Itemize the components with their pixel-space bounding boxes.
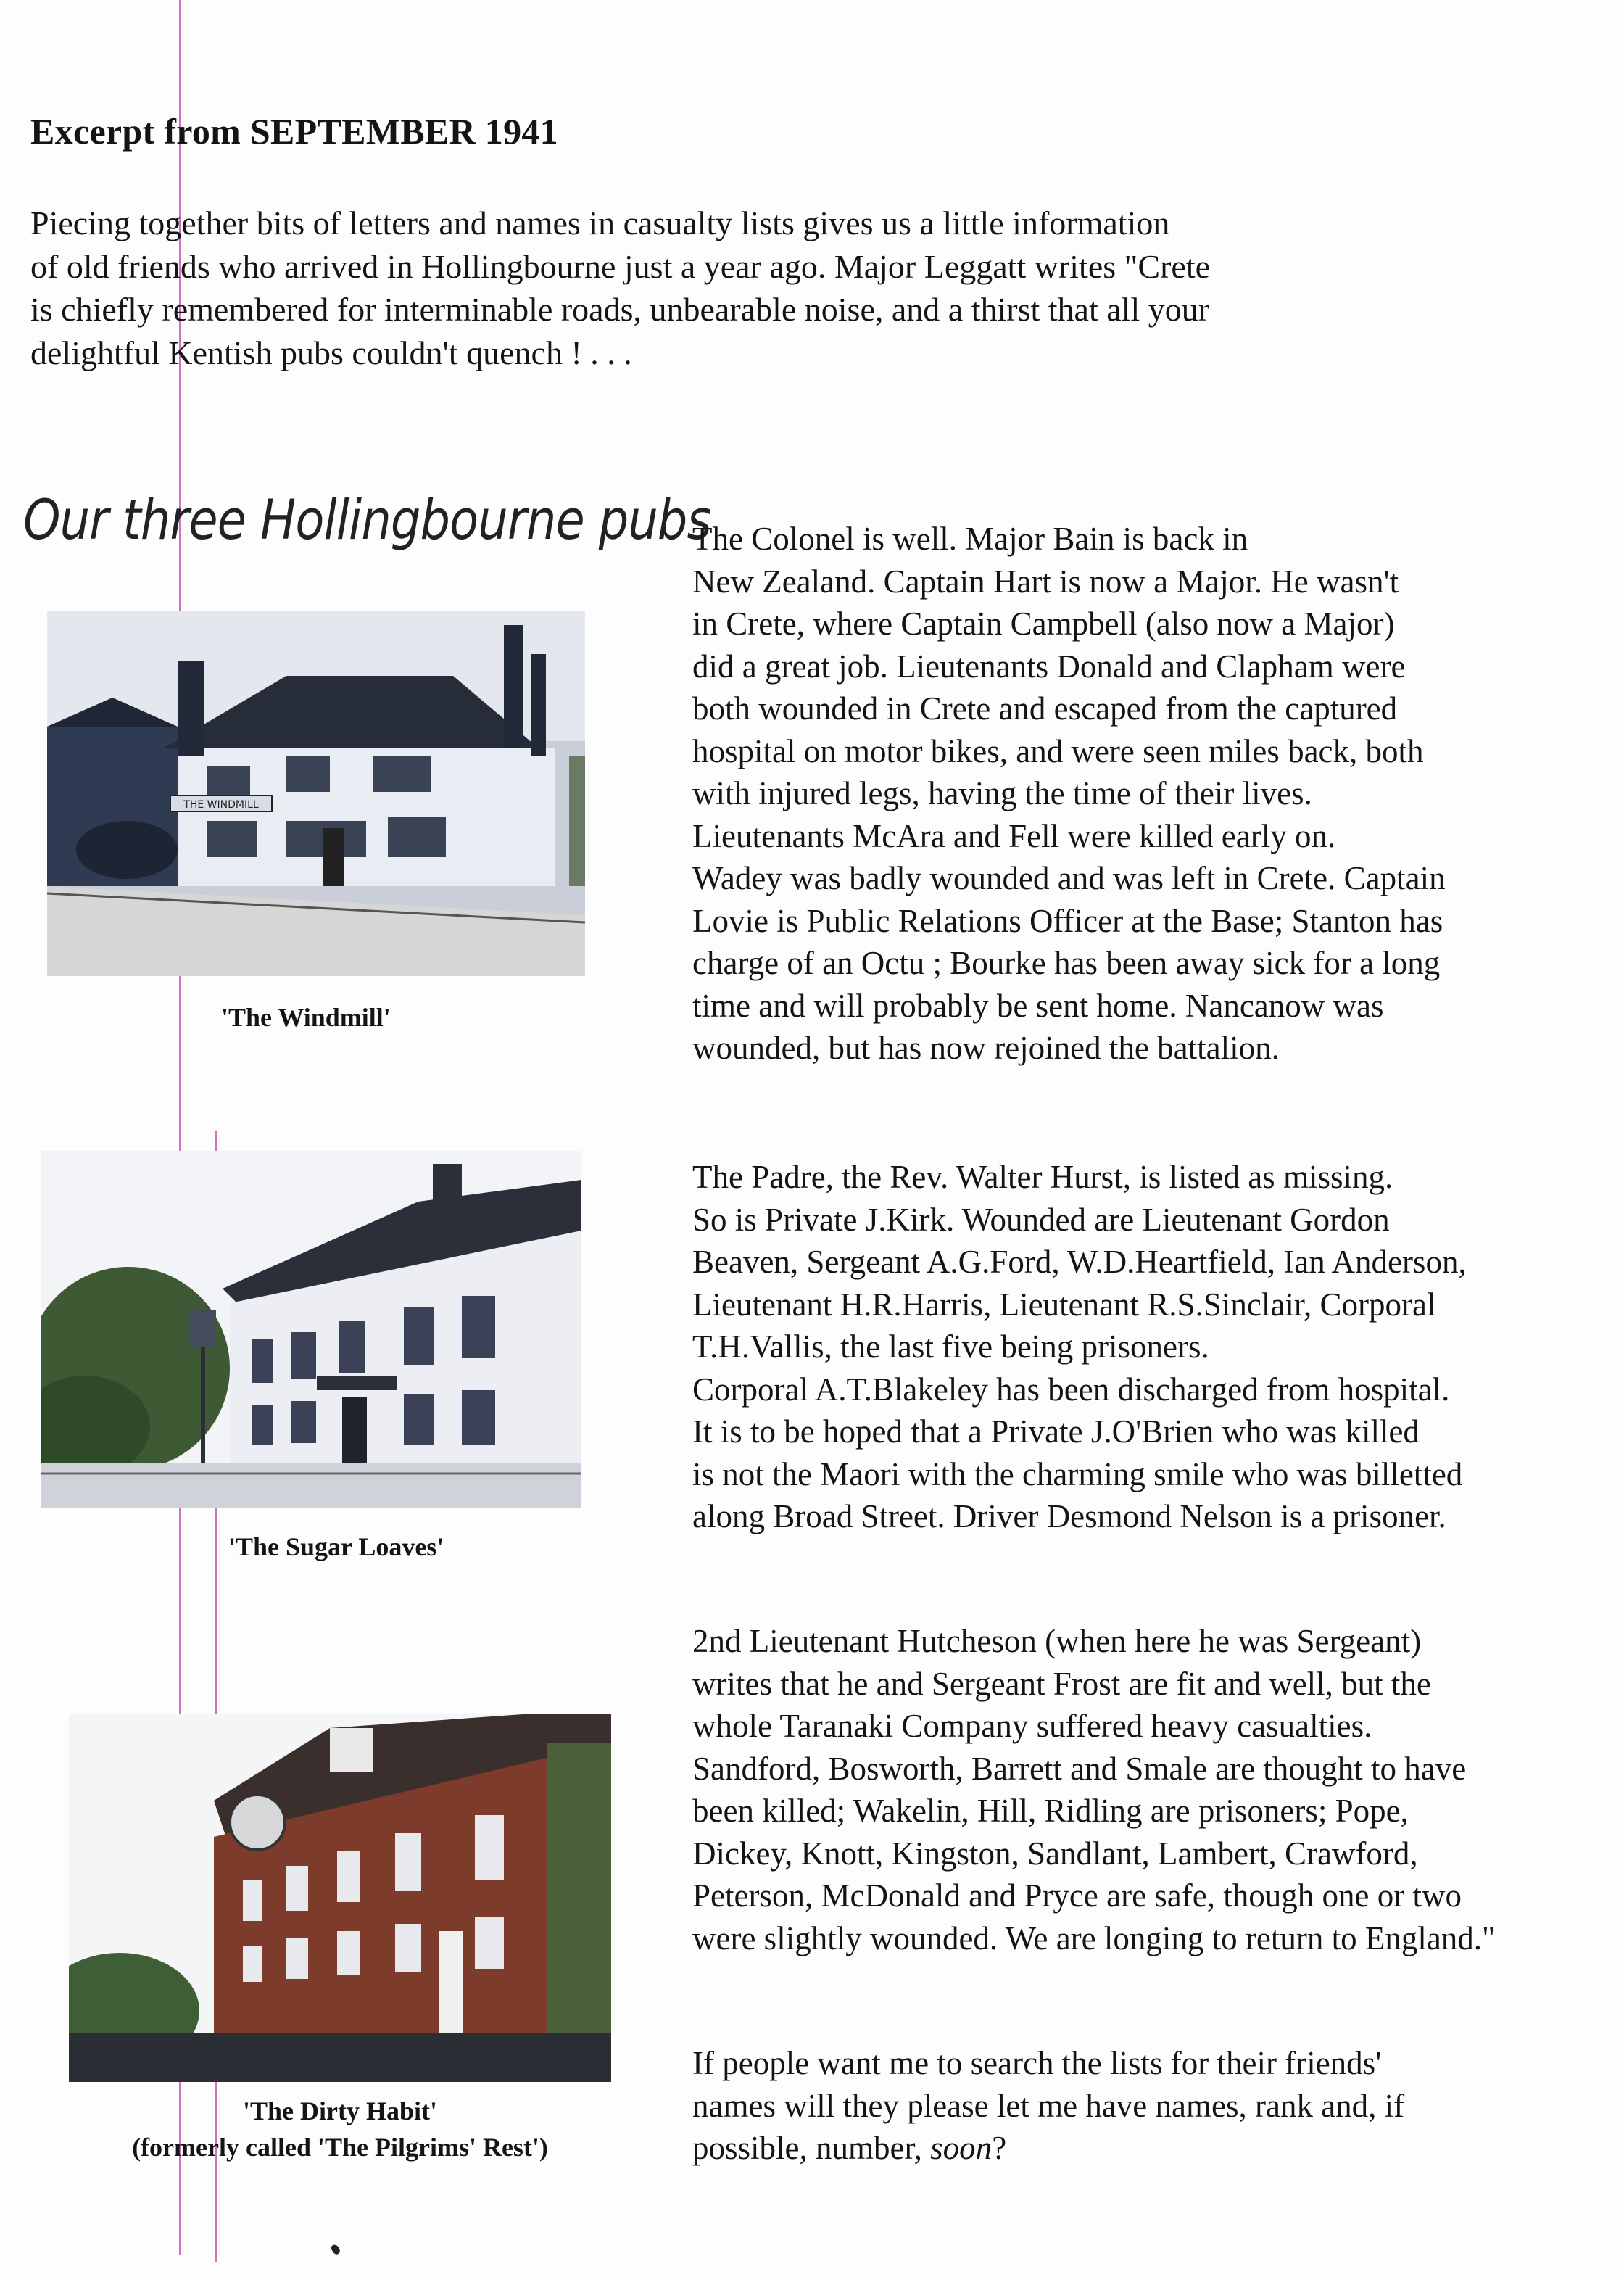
dirty-habit-caption bbox=[115, 2093, 565, 2165]
dirty-habit-caption-line1: 'The Dirty Habit' bbox=[243, 2096, 437, 2125]
sugar-loaves-photo bbox=[41, 1151, 581, 1508]
closing-emphasis: soon bbox=[930, 2130, 993, 2166]
closing-text: If people want me to search the lists for their friends' names will they please let me have names, rank and, if possible, number, bbox=[692, 2045, 1405, 2166]
closing-end: ? bbox=[992, 2130, 1007, 2166]
intro-paragraph: Piecing together bits of letters and names in casualty lists gives us a little information of old friends who arrived in Hollingbourne just a year ago. Major Leggatt writes "Crete is chiefly remembered for interminable roads, unbearable noise, and a thirst that all your delightful Kentish pubs couldn't quench ! . . . bbox=[30, 204, 1211, 371]
windmill-caption: 'The Windmill' bbox=[221, 1003, 391, 1032]
ink-speck bbox=[330, 2243, 341, 2255]
closing-paragraph bbox=[692, 2042, 1591, 2170]
paragraph-hutcheson: 2nd Lieutenant Hutcheson (when here he was Sergeant) writes that he and Sergeant Frost are fit and well, but the whole Taranaki Company suffered heavy casualties. Sandford, Bosworth, Barrett and Smale are thought to have been killed; Wakelin, Hill, Ridling are prisoners; Pope, Dickey, Knott, Kingston, Sandlant, Lambert, Crawford, Peterson, McDonald and Pryce are safe, though one or two were slightly wounded. We are longing to return to England." bbox=[692, 1623, 1496, 1956]
windmill-photo bbox=[47, 611, 585, 976]
pubs-title: Our three Hollingbourne pubs bbox=[23, 487, 711, 552]
dirty-habit-caption-line2: (formerly called 'The Pilgrims' Rest') bbox=[132, 2133, 548, 2162]
paragraph-padre: The Padre, the Rev. Walter Hurst, is listed as missing. So is Private J.Kirk. Wounded are Lieutenant Gordon Beaven, Sergeant A.G.Ford, W.D.Heartfield, Ian Anderson, Lieutenant H.R.Harris, Lieutenant R.S.Sinclair, Corporal T.H.Vallis, the last five being prisoners. Corporal A.T.Blakeley has been discharged from hospital. It is to be hoped that a Private J.O'Brien who was killed is not the Maori with the charming smile who was billetted along Broad Street. Driver Desmond Nelson is a prisoner. bbox=[692, 1159, 1467, 1534]
dirty-habit-photo bbox=[69, 1714, 611, 2082]
windmill-sign-text: THE WINDMILL bbox=[183, 799, 259, 811]
page-heading: Excerpt from SEPTEMBER 1941 bbox=[30, 111, 558, 152]
paragraph-officers: The Colonel is well. Major Bain is back in New Zealand. Captain Hart is now a Major. He wasn't in Crete, where Captain Campbell (also now a Major) did a great job. Lieutenants Donald and Clapham were both wounded in Crete and escaped from the captured hospital on motor bikes, and were seen miles back, both with injured legs, having the time of their lives. Lieutenants McAra and Fell were killed early on. Wadey was badly wounded and was left in Crete. Captain Lovie is Public Relations Officer at the Base; Stanton has charge of an Octu ; Bourke has been away sick for a long time and will probably be sent home. Nancanow was wounded, but has now rejoined the battalion. bbox=[692, 521, 1446, 1066]
sugar-loaves-caption: 'The Sugar Loaves' bbox=[228, 1532, 444, 1561]
